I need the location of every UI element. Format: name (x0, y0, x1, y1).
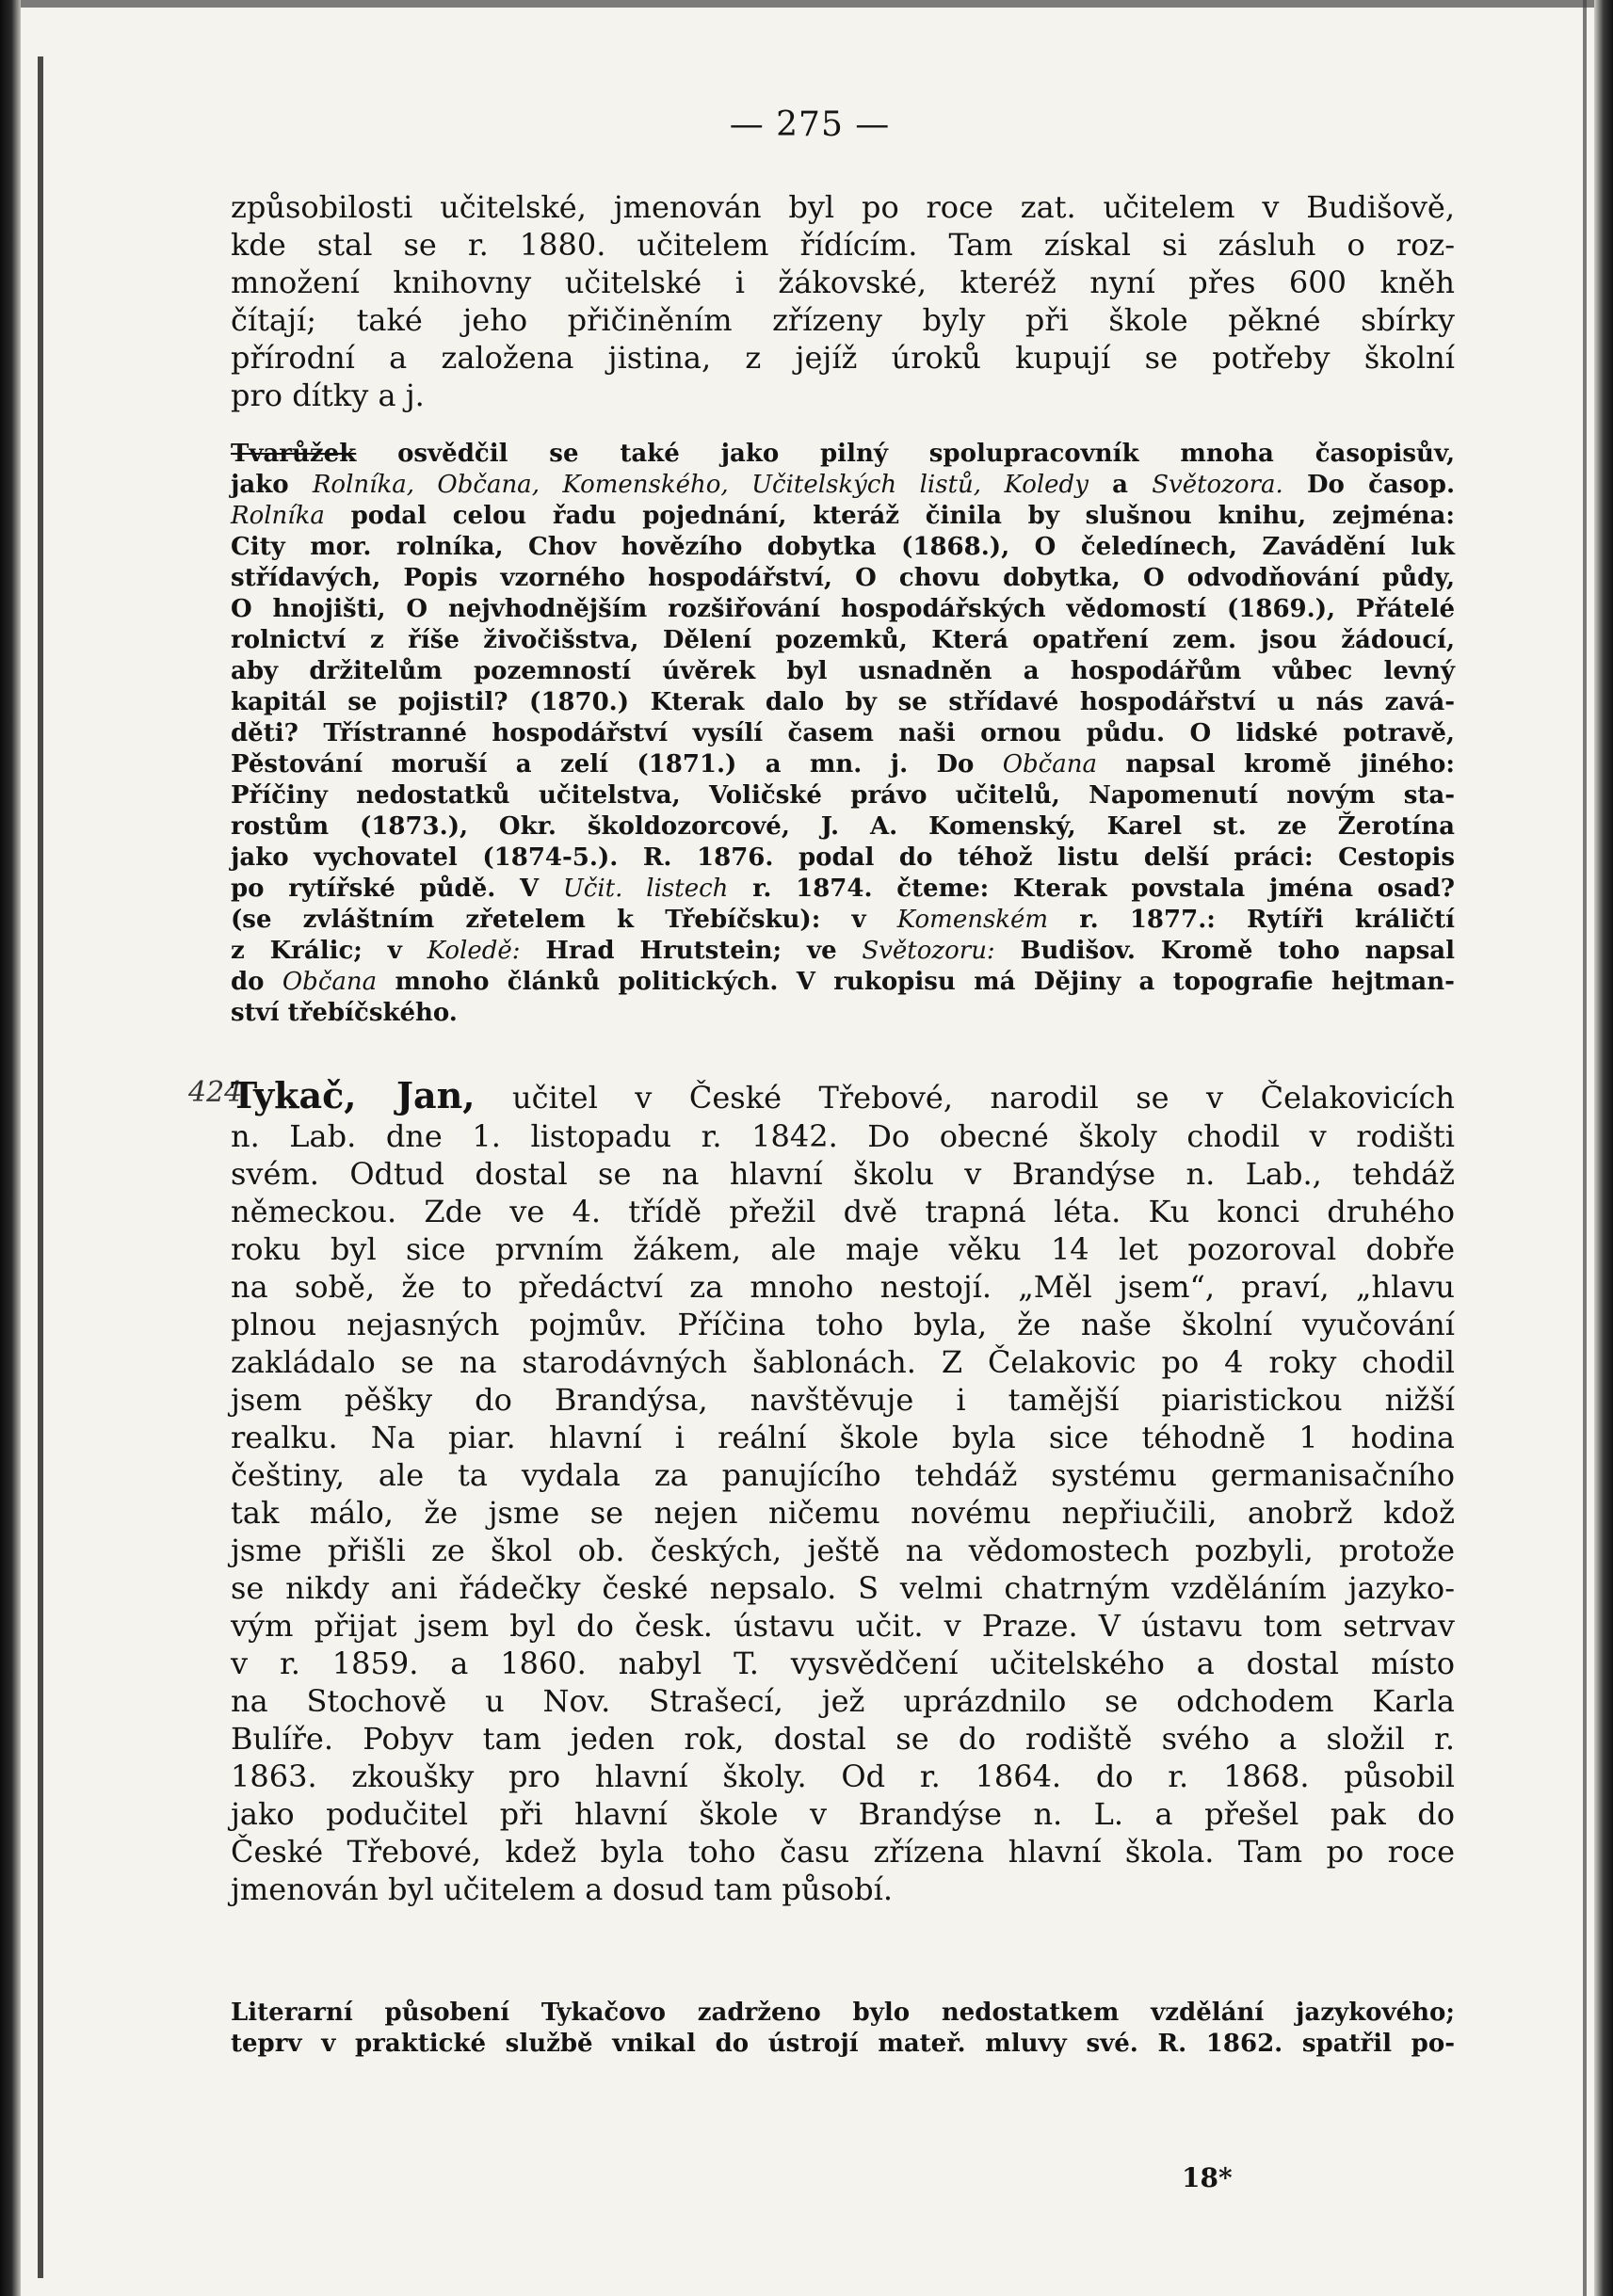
text-line: jsme přišli ze škol ob. českých, ještě na vědomostech pozbyli, protože (231, 1533, 1455, 1568)
text-line: do Občana mnoho článků politických. V rukopisu má Dějiny a topografie hejtman- (231, 968, 1455, 996)
text-line: jsem pěšky do Brandýsa, navštěvuje i tamější piaristickou nižší (231, 1382, 1455, 1418)
text-line: Pěstování moruší a zelí (1871.) a mn. j. Do Občana napsal kromě jiného: (231, 750, 1455, 779)
text-line: děti? Třístranné hospodářství vysílí časem naši ornou půdu. O lidské potravě, (231, 719, 1455, 747)
text-line: aby držitelům pozemností úvěrek byl usnadněn a hospodářům vůbec levný (231, 657, 1455, 685)
text-line: tak málo, že jsme se nejen ničemu novému nepřiučili, anobrž kdož (231, 1495, 1455, 1531)
text-line: 1863. zkoušky pro hlavní školy. Od r. 1864. do r. 1868. působil (231, 1758, 1455, 1794)
text-line: jmenován byl učitelem a dosud tam působí. (231, 1871, 894, 1907)
text-line: jako podučitel při hlavní škole v Brandýse n. L. a přešel pak do (231, 1796, 1455, 1832)
text-line: roku byl sice prvním žákem, ale maje věku 14 let pozoroval dobře (231, 1231, 1455, 1267)
scan-border-right (1594, 0, 1613, 2296)
paragraph-continuation (231, 188, 1455, 414)
handwritten-margin-note: 424 (188, 1076, 243, 1109)
text-line: pro dítky a j. (231, 377, 425, 413)
scan-border-right-line (1583, 0, 1587, 2296)
text-line: teprv v praktické službě vnikal do ústrojí mateř. mluvy své. R. 1862. spatřil po- (231, 2030, 1455, 2058)
text-line: kde stal se r. 1880. učitelem řídícím. Tam získal si zásluh o roz- (231, 227, 1455, 263)
entry-tykac-jan (231, 1076, 1455, 1908)
text-line: rolnictví z říše živočišstva, Dělení pozemků, Která opatření zem. jsou žádoucí, (231, 626, 1455, 654)
text-line: po rytířské půdě. V Učit. listech r. 1874. čteme: Kterak povstala jména osad? (231, 875, 1455, 903)
text-line: střídavých, Popis vzorného hospodářství, O chovu dobytka, O odvodňování půdy, (231, 564, 1455, 592)
text-line: češtiny, ale ta vydala za panujícího tehdáž systému germanisačního (231, 1457, 1455, 1493)
text-line: na Stochově u Nov. Strašecí, jež uprázdnilo se odchodem Karla (231, 1683, 1455, 1719)
text-line: realku. Na piar. hlavní i reální škole byla sice téhodně 1 hodina (231, 1420, 1455, 1455)
text-line: rostům (1873.), Okr. školdozorcové, J. A. Komenský, Karel st. ze Žerotína (231, 812, 1455, 841)
text-line: v r. 1859. a 1860. nabyl T. vysvědčení učitelského a dostal místo (231, 1646, 1455, 1681)
text-line: Bulíře. Pobyv tam jeden rok, dostal se do rodiště svého a složil r. (231, 1721, 1455, 1757)
text-line: německou. Zde ve 4. třídě přežil dvě trapná léta. Ku konci druhého (231, 1194, 1455, 1229)
text-line: O hnojišti, O nejvhodnějším rozšiřování hospodářských vědomostí (1869.), Přátelé (231, 595, 1455, 623)
text-line: Rolníka podal celou řadu pojednání, kteráž činila by slušnou knihu, zejména: (231, 502, 1455, 530)
scan-binding-line (38, 56, 43, 2278)
page-number: — 275 — (729, 105, 891, 144)
text-line: na sobě, že to předáctví za mnoho nestojí. „Měl jsem“, praví, „hlavu (231, 1269, 1455, 1305)
text-line: vým přijat jsem byl do česk. ústavu učit. v Praze. V ústavu tom setrvav (231, 1608, 1455, 1644)
text-line: City mor. rolníka, Chov hovězího dobytka (1868.), O čeledínech, Zavádění luk (231, 533, 1455, 561)
entry-name: Tykač, Jan, (231, 1074, 476, 1116)
text-line: způsobilosti učitelské, jmenován byl po roce zat. učitelem v Budišově, (231, 189, 1455, 225)
text-line: Tykač, Jan, učitel v České Třebové, narodil se v Čelakovicích (231, 1074, 1456, 1116)
text-line: jako Rolníka, Občana, Komenského, Učitelských listů, Koledy a Světozora. Do časop. (231, 471, 1455, 499)
text-line: Tvarůžek osvědčil se také jako pilný spolupracovník mnoha časopisův, (231, 440, 1455, 468)
text-line: čítají; také jeho přičiněním zřízeny byly při škole pěkné sbírky (231, 302, 1455, 338)
text-line: jako vychovatel (1874-5.). R. 1876. podal do téhož listu delší práci: Cestopis (231, 843, 1455, 872)
signature-mark: 18* (1182, 2162, 1233, 2193)
text-line: Literarní působení Tykačovo zadrženo bylo nedostatkem vzdělání jazykového; (231, 1999, 1455, 2027)
text-line: zakládalo se na starodávných šablonách. Z Čelakovic po 4 roky chodil (231, 1344, 1455, 1380)
text-line: množení knihovny učitelské i žákovské, kteréž nyní přes 600 kněh (231, 265, 1455, 300)
struck-name: Tvarůžek (231, 440, 357, 468)
scan-border-top (0, 0, 1613, 8)
text-line: n. Lab. dne 1. listopadu r. 1842. Do obecné školy chodil v rodišti (231, 1118, 1455, 1154)
text-line: svém. Odtud dostal se na hlavní školu v Brandýse n. Lab., tehdáž (231, 1156, 1455, 1192)
paragraph-literary (231, 1998, 1455, 2060)
text-line: kapitál se pojistil? (1870.) Kterak dalo by se střídavé hospodářství u nás zavá- (231, 688, 1455, 716)
text-line: České Třebové, kdež byla toho času zřízena hlavní škola. Tam po roce (231, 1834, 1455, 1870)
text-line: (se zvláštním zřetelem k Třebíčsku): v Komenském r. 1877.: Rytíři králičtí (231, 906, 1455, 934)
text-line: plnou nejasných pojmův. Příčina toho byla, že naše školní vyučování (231, 1307, 1455, 1342)
text-line: se nikdy ani řádečky české nepsalo. S velmi chatrným vzděláním jazyko- (231, 1570, 1455, 1606)
text-line: z Králic; v Koledě: Hrad Hrutstein; ve Světozoru: Budišov. Kromě toho napsal (231, 937, 1455, 965)
text-line: ství třebíčského. (231, 999, 458, 1027)
text-line: Příčiny nedostatků učitelstva, Voličské právo učitelů, Napomenutí novým sta- (231, 781, 1455, 810)
text-line: přírodní a založena jistina, z jejíž úroků kupují se potřeby školní (231, 340, 1455, 376)
scan-border-left (0, 0, 21, 2296)
paragraph-bibliography (231, 439, 1455, 1029)
